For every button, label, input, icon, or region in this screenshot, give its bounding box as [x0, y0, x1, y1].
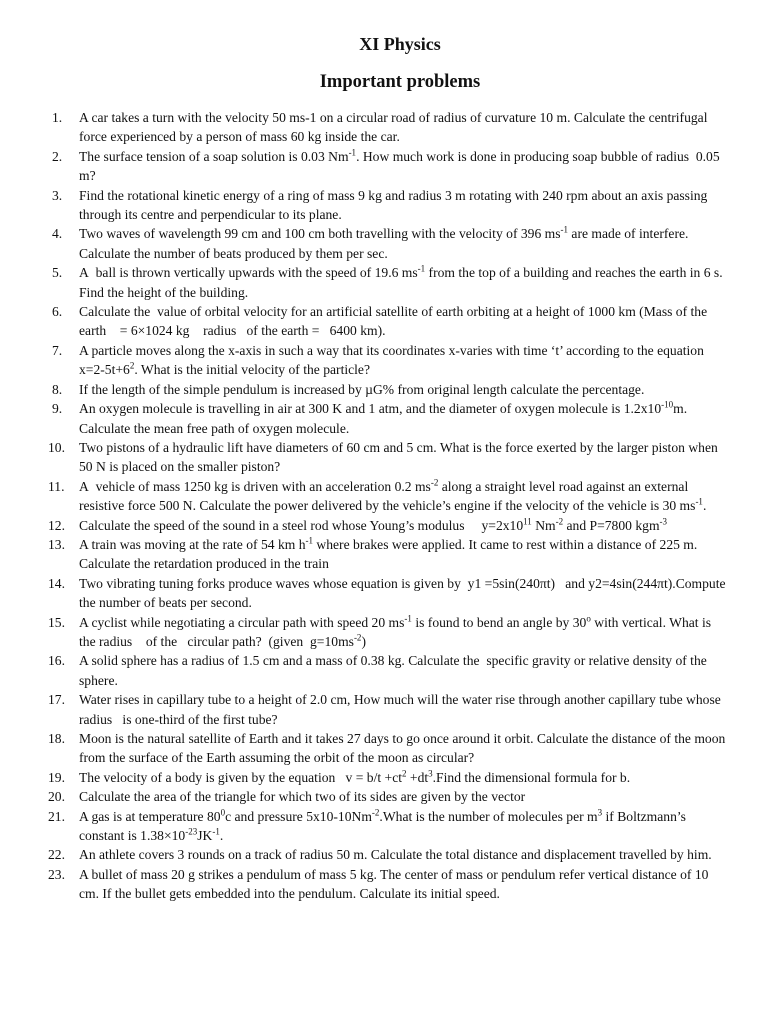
problem-text: A solid sphere has a radius of 1.5 cm and a mass of 0.38 kg. Calculate the specific gravity or relative density of the sphere. — [79, 653, 707, 688]
problem-item — [0, 613, 768, 652]
problem-number: 23. — [48, 866, 65, 882]
problem-item — [0, 147, 768, 186]
problem-text: Calculate the value of orbital velocity for an artificial satellite of earth orbiting at a height of 1000 km (Mass of the earth = 6×1024 kg radius of the earth = 6400 km). — [79, 304, 714, 339]
problem-number: 1. — [52, 110, 63, 125]
problem-item — [0, 690, 768, 729]
problem-item — [0, 768, 768, 787]
problem-list — [0, 108, 768, 904]
problem-item — [0, 341, 768, 380]
problem-number: 15. — [48, 614, 65, 630]
problem-number: 5. — [52, 265, 63, 281]
problem-number: 4. — [52, 226, 63, 242]
problem-text: Two vibrating tuning forks produce waves whose equation is given by y1 =5sin(240πt) and y2=4sin(244πt).Compute the number of beats per second. — [79, 575, 726, 611]
problem-text: If the length of the simple pendulum is increased by µG% from original length calculate the percentage. — [79, 381, 645, 397]
problem-number: 3. — [52, 187, 63, 203]
problem-item — [0, 787, 768, 806]
problem-item — [0, 574, 768, 613]
problem-number: 2. — [52, 148, 63, 164]
problem-number: 14. — [48, 575, 65, 591]
problem-item — [0, 477, 768, 516]
problem-item — [0, 108, 768, 147]
problem-item — [0, 263, 768, 302]
problem-number: 13. — [48, 536, 65, 552]
problem-number: 16. — [48, 653, 65, 669]
problem-number: 18. — [48, 731, 65, 746]
problem-number: 17. — [48, 692, 65, 708]
problem-text: The velocity of a body is given by the equation $v = b/t +ct^2$ $+dt^3.Find$ the dimensional formula for b. — [79, 768, 631, 785]
problem-number: 10. — [48, 439, 65, 455]
problem-item — [0, 399, 768, 438]
problem-item — [0, 535, 768, 574]
problem-number: 19. — [48, 769, 65, 785]
document-subtitle: Important problems — [319, 72, 481, 92]
problem-item — [0, 438, 768, 477]
problem-item — [0, 865, 768, 904]
document-title: XI Physics — [359, 34, 441, 54]
problem-item — [0, 729, 768, 768]
problem-item — [0, 516, 768, 535]
problem-text: Two pistons of a hydraulic lift have diameters of 60 cm and 5 cm. What is the force exerted by the larger piston when 50 N is placed on the smaller piston? — [79, 439, 718, 475]
problem-item — [0, 186, 768, 225]
problem-text: Find the rotational kinetic energy of a ring of mass 9 kg and radius 3 m rotating with 240 rpm about an axis passing through its centre and perpendicular to its plane. — [79, 187, 708, 223]
problem-text: Two waves of wavelength 99 cm and 100 cm both travelling with the velocity of 396 $ms^{-1}$ are made of interfere. Calculate the number of beats produced by them per sec. — [79, 224, 689, 261]
problem-number: 22. — [48, 847, 65, 863]
problem-text: A bullet of mass 20 g strikes a pendulum of mass 5 kg. The center of mass or pendulum refer vertical distance of 10 cm. If the bullet gets embedded into the pendulum. Calculate its initial speed. — [79, 866, 709, 902]
problem-item — [0, 224, 768, 263]
problem-item — [0, 807, 768, 846]
problem-text: Calculate the area of the triangle for which two of its sides are given by the vector — [79, 789, 526, 805]
problem-number: 7. — [52, 342, 63, 358]
problem-number: 9. — [52, 401, 63, 417]
problem-item — [0, 302, 768, 341]
problem-text: Moon is the natural satellite of Earth and it takes 27 days to go once around it orbit. Calculate the distance of the moon from the surface of the Earth assuming the orbit of the moon as circular? — [79, 731, 726, 766]
problem-number: 11. — [48, 478, 65, 494]
problem-text: A cyclist while negotiating a circular path with speed 20 $ms^{-1}$ is found to bend an angle by 30$^o$ with vertical. What is the radius of the circular path? (given $g=10ms^{-2}$) — [79, 613, 712, 649]
problem-text: An oxygen molecule is travelling in air at 300 K and 1 atm, and the diameter of oxygen molecule is $1.2x10^{-10}m$. Calculate the mean free path of oxygen molecule. — [79, 399, 688, 436]
problem-number: 21. — [48, 808, 65, 824]
problem-number: 8. — [52, 381, 63, 397]
problem-text: A car takes a turn with the velocity 50 ms-1 on a circular road of radius of curvature 10 m. Calculate the centrifugal force experienced by a person of mass 60 kg inside the car. — [79, 110, 708, 145]
problem-number: 12. — [48, 517, 65, 533]
problem-item — [0, 845, 768, 864]
problem-text: Calculate the speed of the sound in a steel rod whose Young’s modulus $y=2x10^{11}$ $Nm^{-2}$ and P=7800 kgm$^{-3}$ — [79, 516, 668, 533]
problem-item — [0, 651, 768, 690]
problem-text: A particle moves along the x-axis in such a way that its coordinates x-varies with time ‘t’ according to the equation $x=2-5t+6^2$. What is the initial velocity of the particle? — [79, 342, 704, 378]
problem-text: A ball is thrown vertically upwards with the speed of 19.6 $ms^{-1}$ from the top of a building and reaches the earth in 6 s. Find the height of the building. — [79, 263, 723, 300]
problem-text: A train was moving at the rate of 54 km $h^{-1}$ where brakes were applied. It came to rest within a distance of 225 m. Calculate the retardation produced in the train — [79, 535, 698, 572]
problem-text: An athlete covers 3 rounds on a track of radius 50 m. Calculate the total distance and displacement travelled by him. — [79, 847, 712, 863]
problem-text: Water rises in capillary tube to a height of 2.0 cm, How much will the water rise through another capillary tube whose radius is one-third of the first tube? — [79, 692, 721, 727]
problem-number: 20. — [48, 789, 65, 805]
problem-number: 6. — [52, 304, 63, 320]
problem-text: A vehicle of mass 1250 kg is driven with an acceleration 0.2 $ms^{-2}$ along a straight level road against an external resistive force 500 N. Calculate the power delivered by the vehicle’s engine if the velocity of the vehicle is 30 $ms^{-1}$. — [79, 477, 707, 514]
problem-item — [0, 380, 768, 399]
problem-text: A gas is at temperature $80^0c$ and pressure $5x10-10Nm^{-2}.What$ is the number of molecules per $m^3$ if Boltzmann’s constant is $1.38\times 10^{-23}JK^{-1}$. — [79, 807, 686, 844]
problem-text: The surface tension of a soap solution is 0.03 $Nm^{-1}$. How much work is done in producing soap bubble of radius 0.05 m? — [79, 147, 720, 184]
